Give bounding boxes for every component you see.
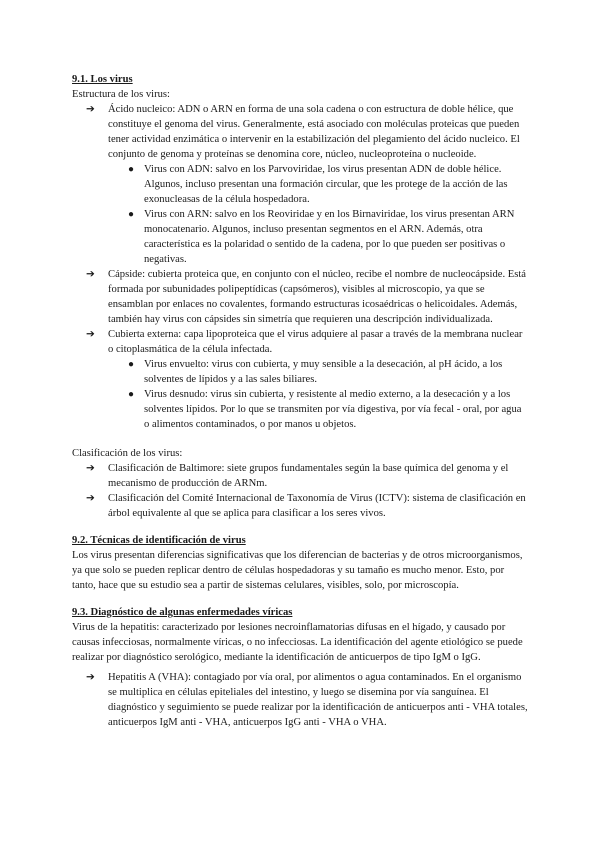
list-item-text: Clasificación del Comité Internacional de Taxonomía de Virus (ICTV): sistema de clasificación en árbol equivalente al que se aplica para clasificar a los seres vivos.: [108, 493, 526, 519]
arrow-icon: ➔: [86, 463, 95, 474]
paragraph: Los virus presentan diferencias significativas que los diferencian de bacterias y de otros microorganismos, ya que solo se pueden replicar dentro de células hospedadoras y su tamaño es mucho menor. Esto, por tanto, hace que su estudio sea a partir de sistemas celulares, visibles, solo, por microscopía.: [72, 550, 523, 591]
sub-list-item-text: Virus desnudo: virus sin cubierta, y resistente al medio externo, a la desecación y a los solventes lípidos. Por lo que se transmiten por vía digestiva, por vía fecal - oral, por agua o alimentos contaminados, o por manos u objetos.: [144, 389, 522, 430]
section-los-virus: [72, 72, 528, 521]
list-item: [72, 267, 528, 327]
arrow-icon: ➔: [86, 672, 95, 683]
sub-list-item: [72, 357, 528, 387]
sub-list-item: [72, 207, 528, 267]
list-item-text: Cubierta externa: capa lipoproteica que el virus adquiere al pasar a través de la membrana nuclear o citoplasmática de la célula infectada.: [108, 329, 523, 355]
section-heading: 9.1. Los virus: [72, 74, 133, 85]
paragraph: Clasificación de los virus:: [72, 448, 183, 459]
section-heading: 9.2. Técnicas de identificación de virus: [72, 535, 246, 546]
section-tecnicas: [72, 533, 528, 593]
bullet-icon: ●: [128, 389, 135, 400]
bullet-icon: ●: [128, 359, 135, 370]
paragraph: Estructura de los virus:: [72, 89, 170, 100]
paragraph: Virus de la hepatitis: caracterizado por lesiones necroinflamatorias difusas en el hígado, y causado por causas infecciosas, normalmente víricas, o no infecciosas. La identificación del agente etiológico se puede realizar por diagnóstico serológico, mediante la identificación de anticuerpos de tipo IgM o IgG.: [72, 622, 523, 663]
list-item-text: Cápside: cubierta proteica que, en conjunto con el núcleo, recibe el nombre de nucleocápside. Está formada por subunidades polipeptídicas (capsómeros), visibles al microscopio, ya que se ensamblan por enlaces no covalentes, formando estructuras icosaédricas o helicoidales. Además, también hay virus con cápsides sin simetría que requieren una descripción individualizada.: [108, 269, 526, 325]
arrow-icon: ➔: [86, 104, 95, 115]
bullet-icon: ●: [128, 209, 135, 220]
list-item-text: Clasificación de Baltimore: siete grupos fundamentales según la base química del genoma y el mecanismo de producción de ARNm.: [108, 463, 509, 489]
list-item: [72, 491, 528, 521]
arrow-icon: ➔: [86, 329, 95, 340]
sub-list-item: [72, 387, 528, 432]
section-heading: 9.3. Diagnóstico de algunas enfermedades víricas: [72, 607, 293, 618]
arrow-icon: ➔: [86, 269, 95, 280]
sub-list-item-text: Virus con ADN: salvo en los Parvoviridae, los virus presentan ADN de doble hélice. Algunos, incluso presentan una formación circular, que les protege de la acción de las exonucleasas de la célula hospedadora.: [144, 164, 508, 205]
list-item: [72, 670, 528, 730]
list-item-text: Hepatitis A (VHA): contagiado por vía oral, por alimentos o agua contaminados. En el organismo se multiplica en células epiteliales del intestino, y luego se disemina por vía sanguínea. El diagnóstico y seguimiento se puede realizar por la identificación de anticuerpos anti - VHA totales, anticuerpos IgM anti - VHA, anticuerpos IgG anti - VHA o VHA.: [108, 672, 528, 728]
arrow-icon: ➔: [86, 493, 95, 504]
list-item: [72, 327, 528, 357]
sub-list-item-text: Virus con ARN: salvo en los Reoviridae y en los Birnaviridae, los virus presentan ARN monocatenario. Algunos, incluso presentan segmentos en el ARN. Además, otra característica es la polaridad o sentido de la cadena, por lo que pueden ser positivas o negativas.: [144, 209, 515, 265]
list-item: [72, 102, 528, 162]
list-item: [72, 461, 528, 491]
bullet-icon: ●: [128, 164, 135, 175]
sub-list-item-text: Virus envuelto: virus con cubierta, y muy sensible a la desecación, al pH ácido, a los solventes de lípidos y a las sales biliares.: [144, 359, 503, 385]
section-diagnostico: [72, 605, 528, 730]
sub-list-item: [72, 162, 528, 207]
list-item-text: Ácido nucleico: ADN o ARN en forma de una sola cadena o con estructura de doble hélice, que constituye el genoma del virus. Generalmente, está asociado con moléculas proteicas que pueden tener actividad enzimática o intervenir en la estabilización del plegamiento del ácido nucleico. El conjunto de genoma y proteínas se denomina core, núcleo, nucleoproteína o nucleoide.: [108, 104, 520, 160]
